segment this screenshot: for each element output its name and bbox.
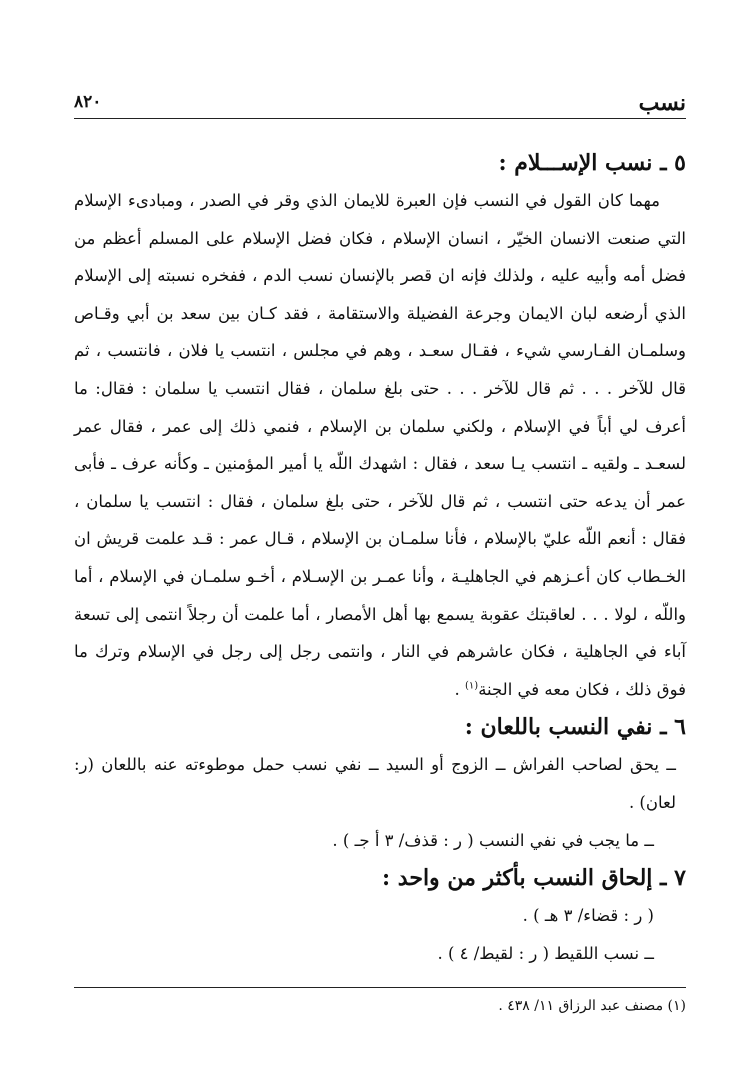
running-title: نسب — [638, 90, 686, 116]
section-5-heading: ٥ ـ نسب الإســـلام : — [498, 150, 686, 176]
section-7-line-2: ــ نسب اللقيط ( ر : لقيط/ ٤ ) . — [437, 943, 654, 963]
section-5-paragraph-end: . — [454, 679, 465, 699]
footnote-rule — [74, 987, 686, 988]
footnote: (١) مصنف عبد الرزاق ١١/ ٤٣٨ . — [498, 998, 686, 1014]
book-page — [74, 0, 686, 1090]
section-6-line-2: ــ ما يجب في نفي النسب ( ر : قذف/ ٣ أ جـ ) . — [332, 830, 654, 850]
section-6-line-1: ــ يحق لصاحب الفراش ــ الزوج أو السيد ــ نفي نسب حمل موطوءته عنه باللعان (ر: لعان) . — [74, 755, 676, 812]
section-7-line-1: ( ر : قضاء/ ٣ هـ ) . — [522, 906, 654, 926]
page-header — [74, 90, 686, 118]
header-rule — [74, 118, 686, 119]
footnote-marker[interactable]: (١) — [465, 680, 479, 692]
section-5-text: مهما كان القول في النسب فإن العبرة للايمان الذي وقر في الصدر ، ومبادىء الإسلام التي صنعت الانسان الخيّر ، انسان الإسلام ، فكان فضل الإسلام على المسلم أعظم من فضل أمه وأبيه عليه ، ولذلك فإنه ان قصر بالإنسان نسب الدم ، ففخره نسبته إلى الإسلام الذي أرضعه لبان الايمان وجرعة الفضيلة والاستقامة ، فقد كـان بين سعد بن أبي وقـاص وسلمـان الفـارسي شيء ، فقـال سعـد ، وهم في مجلس ، انتسب يا فلان ، فانتسب ، ثم قال للآخر . . . ثم قال للآخر . . . حتى بلغ سلمان ، فقال انتسب يا سلمان : فقال: ما أعرف لي أباً في الإسلام ، ولكني سلمان بن الإسلام ، فنمي ذلك إلى عمر ، فقال عمر لسعـد ـ ولقيه ـ انتسب يـا سعد ، فقال : اشهدك اللّه يا أمير المؤمنين ـ وكأنه عرف ـ فأبى عمر أن يدعه حتى انتسب ، ثم قال للآخر ، حتى بلغ سلمان ، فقال : انتسب يا سلمان ، فقال : أنعم اللّه عليّ بالإسلام ، فأنا سلمـان بن الإسلام ، قـال عمر : قـد علمت قريش ان الخـطاب كان أعـزهم في الجاهليـة ، وأنا عمـر بن الإسـلام ، أخـو سلمـان في الإسلام ، أما واللّه ، لولا . . . لعاقبتك عقوبة يسمع بها أهل الأمصار ، أما علمت أن رجلاً انتمى إلى تسعة آباء في الجاهلية ، فكان عاشرهم في النار ، وانتمى رجل إلى رجل في الإسلام وترك ما فوق ذلك ، فكان معه في الجنة — [74, 191, 686, 699]
section-5-paragraph — [74, 182, 686, 708]
page-number: ٨٢٠ — [74, 92, 102, 112]
section-6-heading: ٦ ـ نفي النسب باللعان : — [464, 714, 686, 741]
page-body — [74, 142, 686, 972]
section-7-heading: ٧ ـ إلحاق النسب بأكثر من واحد : — [382, 865, 686, 892]
